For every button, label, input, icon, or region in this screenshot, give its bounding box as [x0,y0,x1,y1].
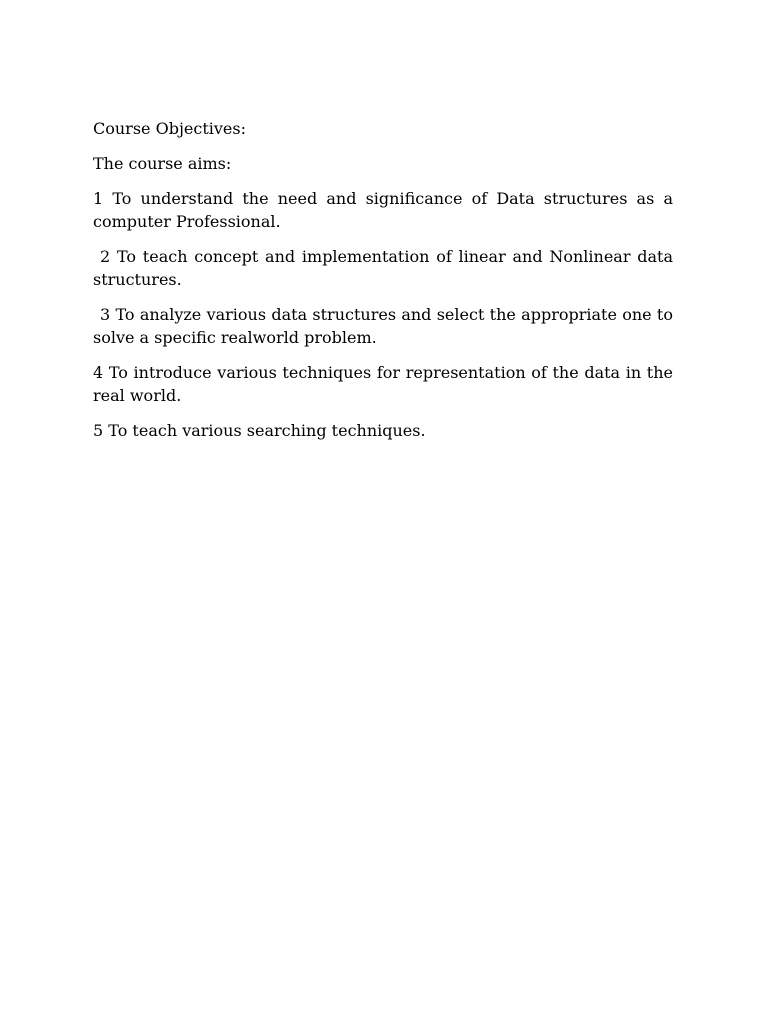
intro-text: The course aims: [93,154,232,173]
objective-2: 2 To teach concept and implementation of linear and Nonlinear data structures. [93,247,673,289]
objective-5: 5 To teach various searching techniques. [93,421,426,440]
document-page [93,117,673,454]
objective-1: 1 To understand the need and significance of Data structures as a computer Professional. [93,189,673,231]
objective-3: 3 To analyze various data structures and select the appropriate one to solve a specific realworld problem. [93,305,673,347]
section-heading: Course Objectives: [93,119,246,138]
objective-4: 4 To introduce various techniques for representation of the data in the real world. [93,363,673,405]
